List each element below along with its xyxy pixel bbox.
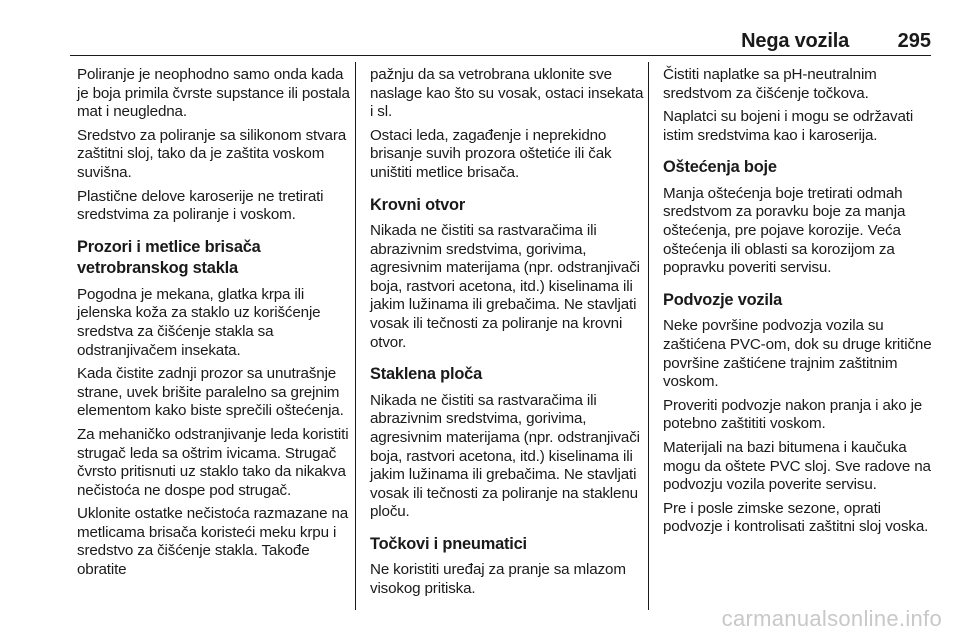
section-heading: Prozori i metlice brisača vetrobranskog stakla (77, 237, 261, 278)
paragraph: Proveriti podvozje nakon pranja i ako je potebno zaštititi voskom. (663, 396, 923, 433)
text-column-1 (77, 66, 355, 585)
paragraph: Manja oštećenja boje tretirati odmah sredstvom za poravku boje za manja oštećenja, pre pojave korozije. Veća oštećenja ili oblasti sa korozijom za popravku poveriti servisu. (663, 184, 906, 277)
section-heading: Oštećenja boje (663, 158, 777, 177)
paragraph: Plastične delove karoserije ne tretirati sredstvima za poliranje i voskom. (77, 187, 324, 224)
paragraph: Nikada ne čistiti sa rastvaračima ili abrazivnim sredstvima, gorivima, agresivnim materijama (npr. odstranjivači boja, rastvori acetona, itd.) kiselinama ili jakim lužinama ili grebačima. Ne stavljati vosak ili tečnosti za poliranje na krovni otvor. (370, 222, 640, 351)
watermark: carmanualsonline.info (721, 606, 942, 631)
section-heading: Krovni otvor (370, 195, 466, 214)
paragraph: Neke površine podvozja vozila su zaštićena PVC-om, dok su druge kritične površine zaštićene trajnim zaštitnim voskom. (663, 317, 932, 391)
paragraph: Čistiti naplatke sa pH-neutralnim sredstvom za čišćenje točkova. (663, 66, 877, 102)
page-header (70, 26, 931, 56)
paragraph: Pogodna je mekana, glatka krpa ili jelenska koža za staklo uz korišćenje sredstva za čišćenje stakla sa odstranjivačem insekata. (77, 285, 321, 359)
column-divider (355, 62, 356, 610)
section-heading: Podvozje vozila (663, 290, 783, 309)
paragraph: Sredstvo za poliranje sa silikonom stvara zaštitni sloj, tako da je zaštita voskom suvišna. (77, 126, 347, 181)
paragraph: Za mehaničko odstranjivanje leda koristiti strugač leda sa oštrim ivicama. Strugač čvrsto pritisnuti uz staklo tako da nikakva nečistoća ne dospe pod strugač. (77, 425, 349, 499)
text-column-2 (370, 66, 648, 604)
paragraph: Ne koristiti uređaj za pranje sa mlazom visokog pritiska. (370, 561, 626, 597)
paragraph: Nikada ne čistiti sa rastvaračima ili abrazivnim sredstvima, gorivima, agresivnim materijama (npr. odstranjivači boja, rastvori acetona, itd.) kiselinama ili jakim lužinama ili grebačima. Ne stavljati vosak ili tečnosti za poliranje na staklenu ploču. (370, 391, 640, 521)
paragraph: Naplatci su bojeni i mogu se održavati istim sredstvima kao i karoserija. (663, 108, 914, 144)
section-title: Nega vozila (741, 30, 849, 52)
paragraph: Poliranje je neophodno samo onda kada je boja primila čvrste supstance ili postala mat i neugledna. (77, 66, 350, 121)
paragraph: Uklonite ostatke nečistoća razmazane na metlicama brisača koristeći meku krpu i sredstvo za čišćenje stakla. Takođe obratite (77, 505, 349, 579)
section-heading: Točkovi i pneumatici (370, 534, 527, 553)
paragraph: Kada čistite zadnji prozor sa unutrašnje strane, uvek brišite paralelno sa grejnim elementom kako biste sprečili oštećenja. (77, 365, 344, 420)
paragraph: pažnju da sa vetrobrana uklonite sve naslage kao što su vosak, ostaci insekata i sl. (370, 66, 644, 121)
section-heading: Staklena ploča (370, 365, 482, 384)
paragraph: Materijali na bazi bitumena i kaučuka mogu da oštete PVC sloj. Sve radove na podvozju vozila poverite servisu. (663, 438, 931, 494)
page-number: 295 (897, 30, 931, 52)
paragraph: Pre i posle zimske sezone, oprati podvozje i kontrolisati zaštitni sloj voska. (663, 499, 929, 536)
text-column-3 (663, 66, 941, 542)
paragraph: Ostaci leda, zagađenje i neprekidno brisanje suvih prozora oštetiće ili čak uništiti metlice brisača. (370, 126, 612, 181)
column-divider (648, 62, 649, 610)
